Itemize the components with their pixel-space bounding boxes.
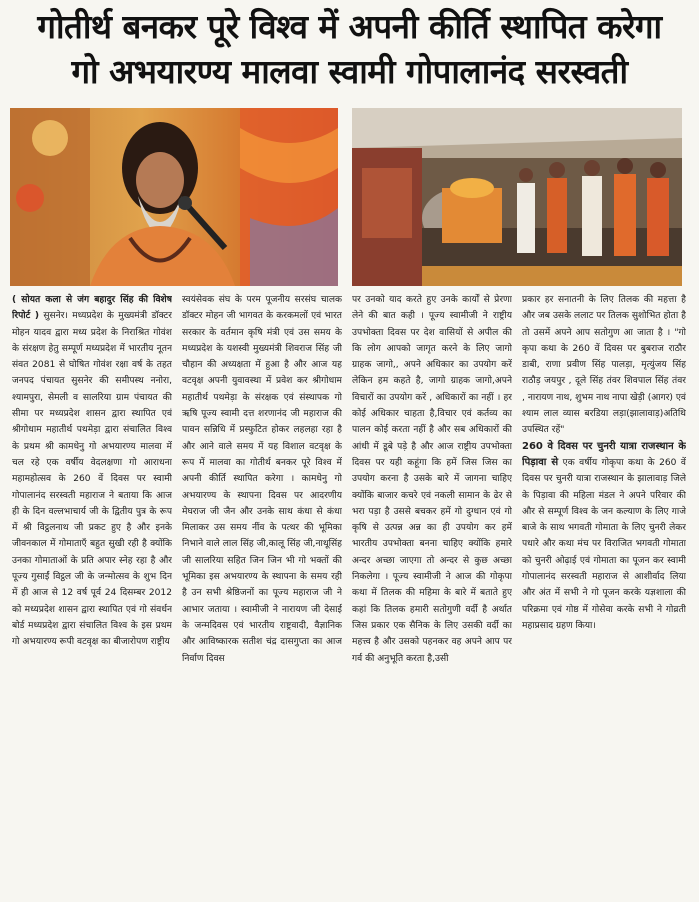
photo-saints-on-stage — [352, 108, 682, 286]
article-column-4 — [522, 292, 686, 896]
article-column-1 — [12, 292, 172, 896]
photo-saint-speaking-illustration — [10, 108, 338, 286]
headline-line-2: गो अभयारण्य मालवा स्वामी गोपालानंद सरस्वती — [71, 52, 628, 91]
headline — [0, 4, 699, 94]
photo-saint-speaking — [10, 108, 338, 286]
article-column-4-text-2: एक वर्षीय गोकृपा कथा के 260 वें दिवस पर चुनरी यात्रा राजस्थान के झालावाड़ जिले के पिड़ावा की महिला मंडल ने अपने परिवार की और से सम्पूर्ण विश्व के जन कल्याण के लिए गाजे बाजे के साथ भगवती गोमाता के लिए चुनरी लेकर पधारे और कथा मंच पर विराजित भगवती गोमाता को चुनरी ओढ़ाई एवं गोमाता का पूजन कर स्वामी गोपालानंद सरस्वती महाराज से आशीर्वाद लिया और अंत में सभी ने गो पूजन करके यज्ञशाला की परिक्रमा एवं गोष्ठ में गोसेवा करके सभी ने गोव्रती महाप्रसाद ग्रहण किया। — [522, 457, 686, 631]
photo-saints-on-stage-illustration — [352, 108, 682, 286]
article-column-1-content — [12, 292, 172, 651]
article-column-3-text: पर उनको याद करते हुए उनके कार्यों से प्रेरणा लेने की बात कही । पूज्य स्वामीजी ने राष्ट्रीय उपभोक्ता दिवस पर देश वासियों से अपील की कि लोग आपको जागृत करने के लिए जागो ग्राहक जागो,, अपने अधिकार का उपयोग करें लेकिन हम कहते है, जागो ग्राहक जागो,अपने विचारों का उपयोग करें , अधिकारों का नहीं । हर कोई अधिकार चाहता है,विचार एवं कर्तव्य का पालन कोई करता नहीं है और सब अधिकारों की आंधी में डूबे पड़े है और आज राष्ट्रीय उपभोक्ता दिवस पर यही कहूंगा कि हमें जिस जिस का उपयोग करना है उसके बारे में जागना चाहिए क्योंकि बाजार कचरे एवं नकली सामान के ढेर से भरा पड़ा है उससे बचकर हमें गो दुग्धान एवं गो कृषि से उत्पन्न अन्न का ही उपयोग कर हमें भारतीय उपभोक्ता बनना चाहिए क्योंकि हमारे अन्दर अच्छा जाएगा तो अन्दर से कुछ अच्छा निकलेगा । पूज्य स्वामीजी ने आज की गोकृपा कथा में तिलक की महिमा के बारे में बताते हुए कहां कि तिलक हमारी सतोगुणी वर्दी है अर्थात जिस प्रकार एक सैनिक के लिए उसकी वर्दी का महत्त्व है और उसको पहनकर वह अपने आप पर गर्व की अनुभूति करता है,उसी — [352, 295, 512, 664]
article-column-2 — [182, 292, 342, 896]
article-column-1-text: सुसनेर। मध्यप्रदेश के मुख्यमंत्री डॉक्टर मोहन यादव द्वारा मध्य प्रदेश के निराश्रित गोवंश के संरक्षण हेतु सम्पूर्ण मध्यप्रदेश में भारतीय नूतन संवत 2081 से घोषित गोवंश रक्षा वर्ष के तहत जनपद पंचायत सुसनेर की समीपस्थ ननोरा, श्यामपुरा, सेमली व सालरिया ग्राम पंचायत की सीमा पर मध्यप्रदेश शासन द्वारा स्थापित एवं श्रीगोधाम महातीर्थ पथमेड़ा द्वारा संचालित विश्व के प्रथम श्री कामधेनु गो अभयारण्य मालवा में चल रहे एक वर्षीय वेदलक्षणा गो आराधना महामहोत्सव के 260 वें दिवस पर स्वामी गोपालानंद सरस्वती महाराज ने बताया कि आज ही के दिन वल्लभाचार्य जी के द्वितीय पुत्र के रूप में श्री विट्ठलनाथ जी प्रकट हुए है और इनके जीवनकाल में गोमाताएँ बहुत सुखी रही है क्योंकि उनका गोमाताओं के प्रति अपार स्नेह रहा है और पूज्य गुसाईं विट्ठल जी के जन्मोत्सव के शुभ दिन में ही आज से 12 वर्ष पूर्व 24 दिसम्बर 2012 को मध्यप्रदेश शासन द्वारा स्थापित एवं गो संवर्धन बोर्ड मध्यप्रदेश द्वारा संचालित विश्व के इस प्रथम गो अभयारण्य रूपी वटवृक्ष का बीजारोपण राष्ट्रीय — [12, 311, 172, 648]
article-byline: ( सोयत कला से जंग बहादुर सिंह की विशेष रिपोर्ट ) — [12, 295, 172, 322]
article-column-4-text: प्रकार हर सनातनी के लिए तिलक की महत्ता है और जब उसके ललाट पर तिलक सुशोभित होता है तो उसमें अपने आप सतोगुण आ जाता है । "गो कृपा कथा के 260 वें दिवस पर बुबराज राठौर डाबी, राणा प्रवीण सिंह पालड़ा, मृत्युंजय सिंह राठौड़ जयपुर , दूले सिंह तंवर शिवपाल सिंह तंवर , नारायण नाथ, शुभम नाथ नापा खेड़ी (आगर) एवं श्याम लाल व्यास बरडिया लड़ा(झालावाड़)अतिथि उपस्थित रहें" — [522, 295, 686, 436]
headline-line-1: गोतीर्थ बनकर पूरे विश्व में अपनी कीर्ति स्थापित करेगा — [37, 7, 662, 46]
article-column-4-section — [522, 439, 686, 635]
article-subhead: 260 वे दिवस पर चुनरी यात्रा राजस्थान के पिड़ावा से — [522, 440, 686, 468]
article-column-2-text: स्वयंसेवक संघ के परम पूजनीय सरसंघ चालक डॉक्टर मोहन जी भागवत के करकमलों एवं भारत सरकार के वर्तमान कृषि मंत्री एवं उस समय के मध्यप्रदेश के यशस्वी मुख्यमंत्री शिवराज सिंह जी चौहान की अध्यक्षता में हुआ है और आज यह वटवृक्ष अपनी युवावस्था में प्रवेश कर श्रीगोधाम महातीर्थ पथमेड़ा के संरक्षक एवं संस्थापक गो ऋषि पूज्य स्वामी दत्त शरणानंद जी महाराज की पावन सन्निधि में प्रस्फुटित होकर लहलहा रहा है और आने वाले समय में यह विशाल वटवृक्ष के रूप में मालवा का गोतीर्थ बनकर पूरे विश्व में अपनी कीर्ति स्थापित करेगा । कामधेनु गो अभयारण्य के स्थापना दिवस पर आदरणीय मेघराज जी जैन और उनके साथ कंधा से कंधा मिलाकर उस समय नींव के पत्थर की भूमिका निभाने वाले लाल सिंह जी,कालू सिंह जी,नाथूसिंह जी सालरिया सहित जिन जिन भी गो भक्तों की भूमिका इस अभयारण्य के स्थापना के समय रही है उन सभी श्रेष्ठिजनों का पूज्य महाराज जी ने आभार जताया । स्वामीजी ने नारायण जी देसाई के जन्मदिवस एवं भारतीय राष्ट्रवादी, वैज्ञानिक और आविष्कारक सतीश चंद्र दासगुप्ता का आज निर्वाण दिवस — [182, 295, 342, 664]
article-column-3 — [352, 292, 512, 896]
